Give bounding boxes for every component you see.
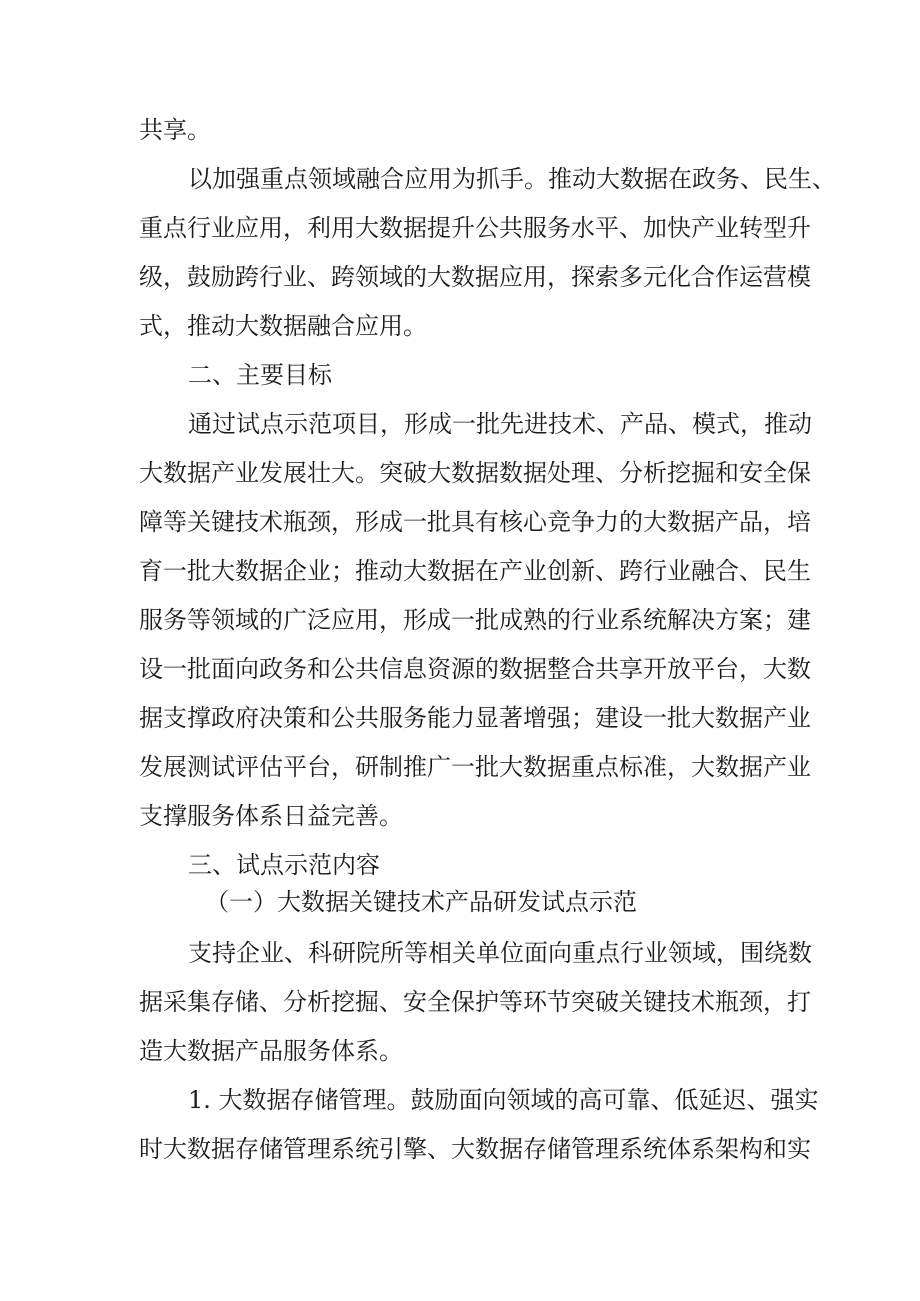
- paragraph-line: 时大数据存储管理系统引擎、大数据存储管理系统体系架构和实: [139, 1135, 811, 1163]
- paragraph-line: 共享。: [139, 116, 211, 144]
- paragraph-line: 通过试点示范项目，形成一批先进技术、产品、模式，推动: [188, 410, 812, 438]
- paragraph-line: 重点行业应用，利用大数据提升公共服务水平、加快产业转型升: [139, 214, 811, 242]
- paragraph-line: 造大数据产品服务体系。: [139, 1037, 403, 1065]
- paragraph-line: 发展测试评估平台，研制推广一批大数据重点标准，大数据产业: [139, 753, 811, 781]
- paragraph-line: 以加强重点领域融合应用为抓手。推动大数据在政务、民生、: [188, 165, 836, 193]
- paragraph-line: 级，鼓励跨行业、跨领域的大数据应用，探索多元化合作运营模: [139, 263, 811, 291]
- paragraph-line: 据采集存储、分析挖掘、安全保护等环节突破关键技术瓶颈，打: [139, 988, 811, 1016]
- paragraph-line: 服务等领域的广泛应用，形成一批成熟的行业系统解决方案；建: [139, 606, 811, 634]
- section-heading: 二、主要目标: [188, 361, 332, 389]
- paragraph-line: 支撑服务体系日益完善。: [139, 802, 403, 830]
- paragraph-line: 大数据产业发展壮大。突破大数据数据处理、分析挖掘和安全保: [139, 459, 811, 487]
- paragraph-line: 式，推动大数据融合应用。: [139, 312, 427, 340]
- paragraph-line: 设一批面向政务和公共信息资源的数据整合共享开放平台，大数: [139, 655, 811, 683]
- paragraph-line: 支持企业、科研院所等相关单位面向重点行业领域，围绕数: [188, 939, 812, 967]
- paragraph-line: 障等关键技术瓶颈，形成一批具有核心竞争力的大数据产品，培: [139, 508, 811, 536]
- section-heading: 三、试点示范内容: [188, 851, 380, 879]
- paragraph-line: 据支撑政府决策和公共服务能力显著增强；建设一批大数据产业: [139, 704, 811, 732]
- paragraph-line: 1. 大数据存储管理。鼓励面向领域的高可靠、低延迟、强实: [188, 1086, 819, 1114]
- subsection-heading: （一）大数据关键技术产品研发试点示范: [205, 888, 637, 916]
- paragraph-line: 育一批大数据企业；推动大数据在产业创新、跨行业融合、民生: [139, 557, 811, 585]
